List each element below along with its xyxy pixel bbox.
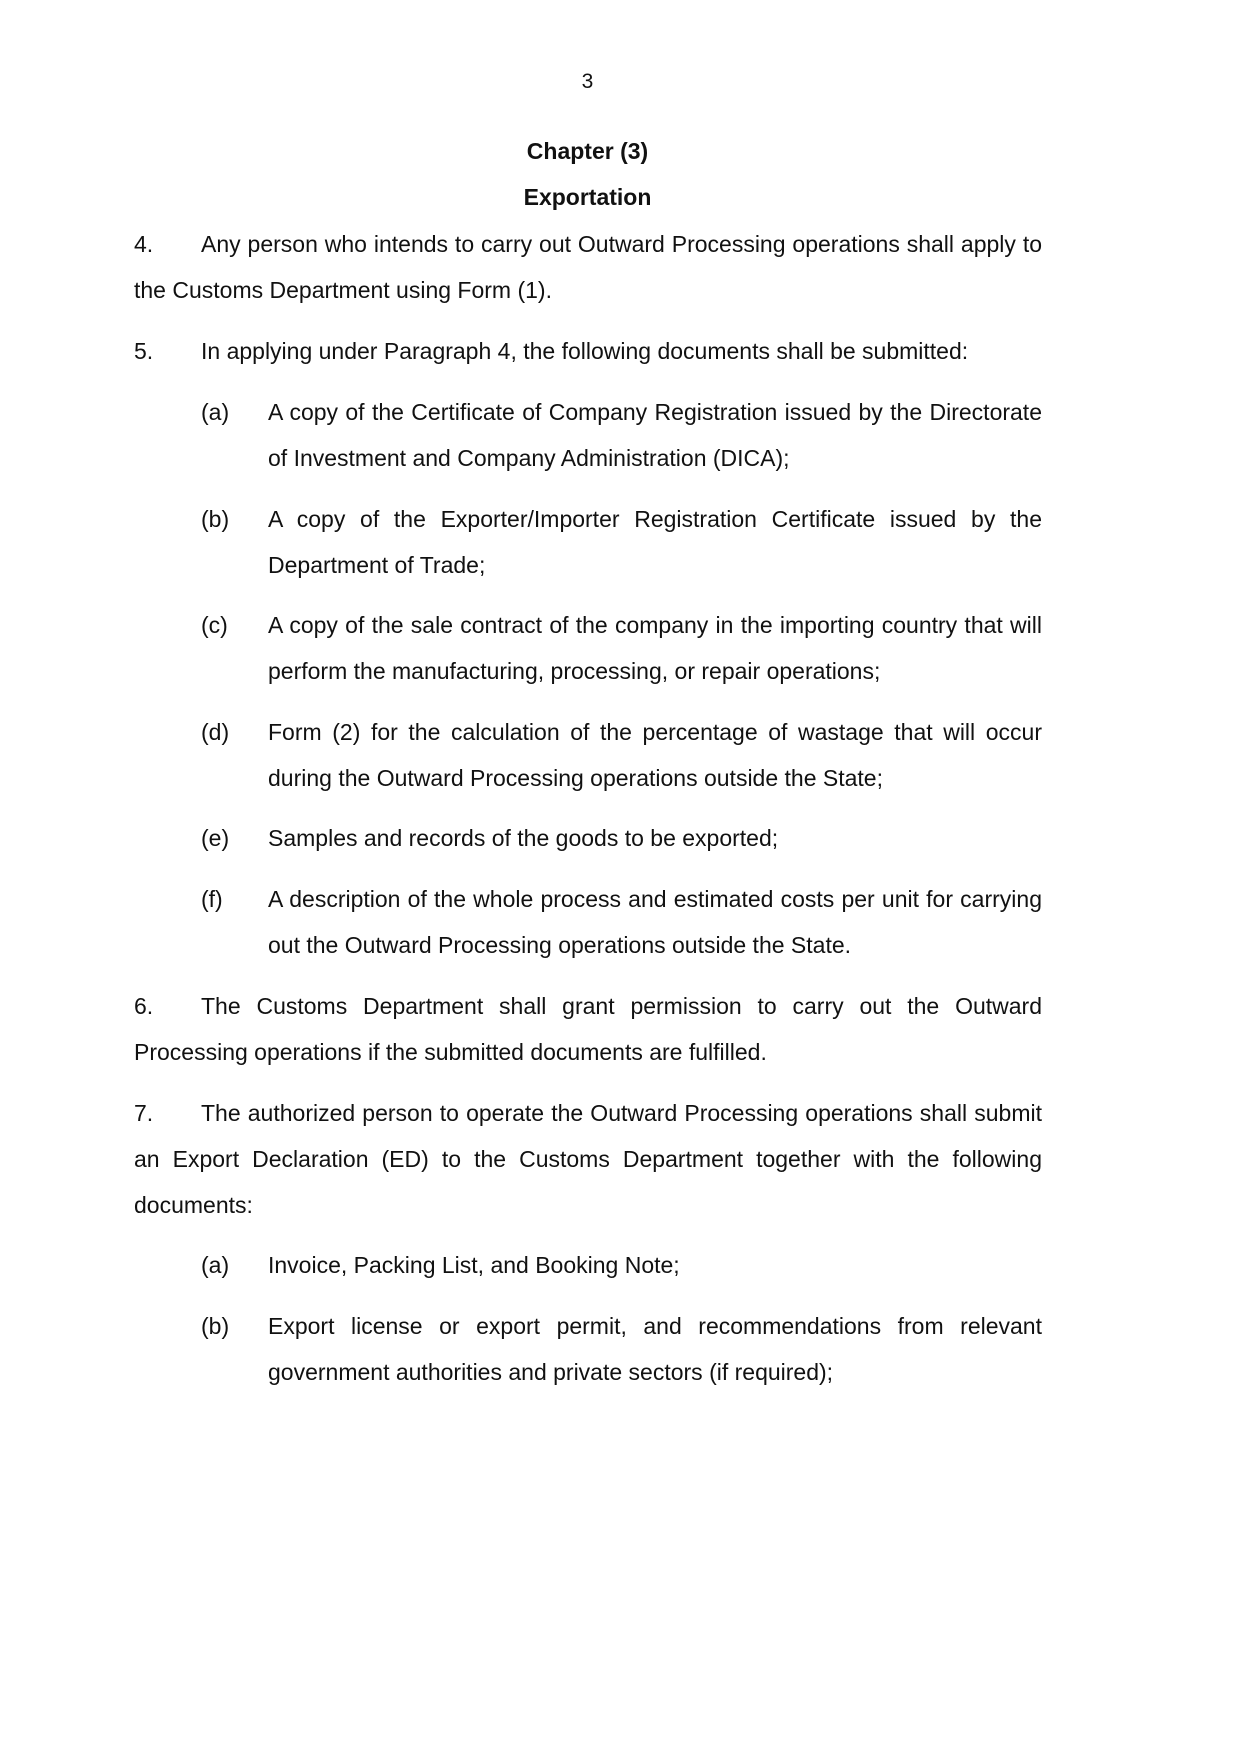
list-item [201,602,1042,694]
paragraph-7 [134,1090,1042,1228]
item-label: (a) [201,399,230,425]
list-item [201,1303,1042,1395]
item-label: (c) [201,612,228,638]
list-item [201,389,1042,481]
paragraph-number: 5. [134,338,154,364]
paragraph-text: The authorized person to operate the Outward Processing operations shall submit an Export Declaration (ED) to the Customs Department together with the following documents: [134,1100,1042,1218]
paragraph-text: In applying under Paragraph 4, the following documents shall be submitted: [201,338,969,364]
item-text: A copy of the Exporter/Importer Registration Certificate issued by the Department of Trade; [268,506,1042,578]
item-label: (d) [201,719,230,745]
item-text: A copy of the sale contract of the company in the importing country that will perform the manufacturing, processing, or repair operations; [268,612,1042,684]
item-label: (b) [201,506,230,532]
paragraph-4 [134,221,1042,313]
item-text: A copy of the Certificate of Company Registration issued by the Directorate of Investment and Company Administration (DICA); [268,399,1042,471]
paragraph-number: 7. [134,1100,154,1126]
list-item [201,1242,1042,1288]
item-text: A description of the whole process and estimated costs per unit for carrying out the Outward Processing operations outside the State. [268,886,1042,958]
page-number: 3 [581,70,594,93]
item-label: (f) [201,886,223,912]
paragraph-text: Any person who intends to carry out Outward Processing operations shall apply to the Customs Department using Form (1). [134,231,1042,303]
list-item [201,709,1042,801]
item-label: (e) [201,825,230,851]
list-item [201,815,1042,861]
item-text: Samples and records of the goods to be exported; [268,825,779,851]
chapter-title: Exportation [523,184,652,210]
paragraph-6 [134,983,1042,1075]
paragraph-5 [134,328,1042,374]
paragraph-text: The Customs Department shall grant permission to carry out the Outward Processing operations if the submitted documents are fulfilled. [134,993,1042,1065]
paragraph-number: 6. [134,993,154,1019]
item-label: (a) [201,1252,230,1278]
list-item [201,496,1042,588]
paragraph-number: 4. [134,231,154,257]
chapter-heading: Chapter (3) [526,138,649,164]
item-text: Export license or export permit, and recommendations from relevant government authorities and private sectors (if required); [268,1313,1042,1385]
list-item [201,876,1042,968]
item-text: Form (2) for the calculation of the percentage of wastage that will occur during the Outward Processing operations outside the State; [268,719,1042,791]
item-text: Invoice, Packing List, and Booking Note; [268,1252,680,1278]
item-label: (b) [201,1313,230,1339]
